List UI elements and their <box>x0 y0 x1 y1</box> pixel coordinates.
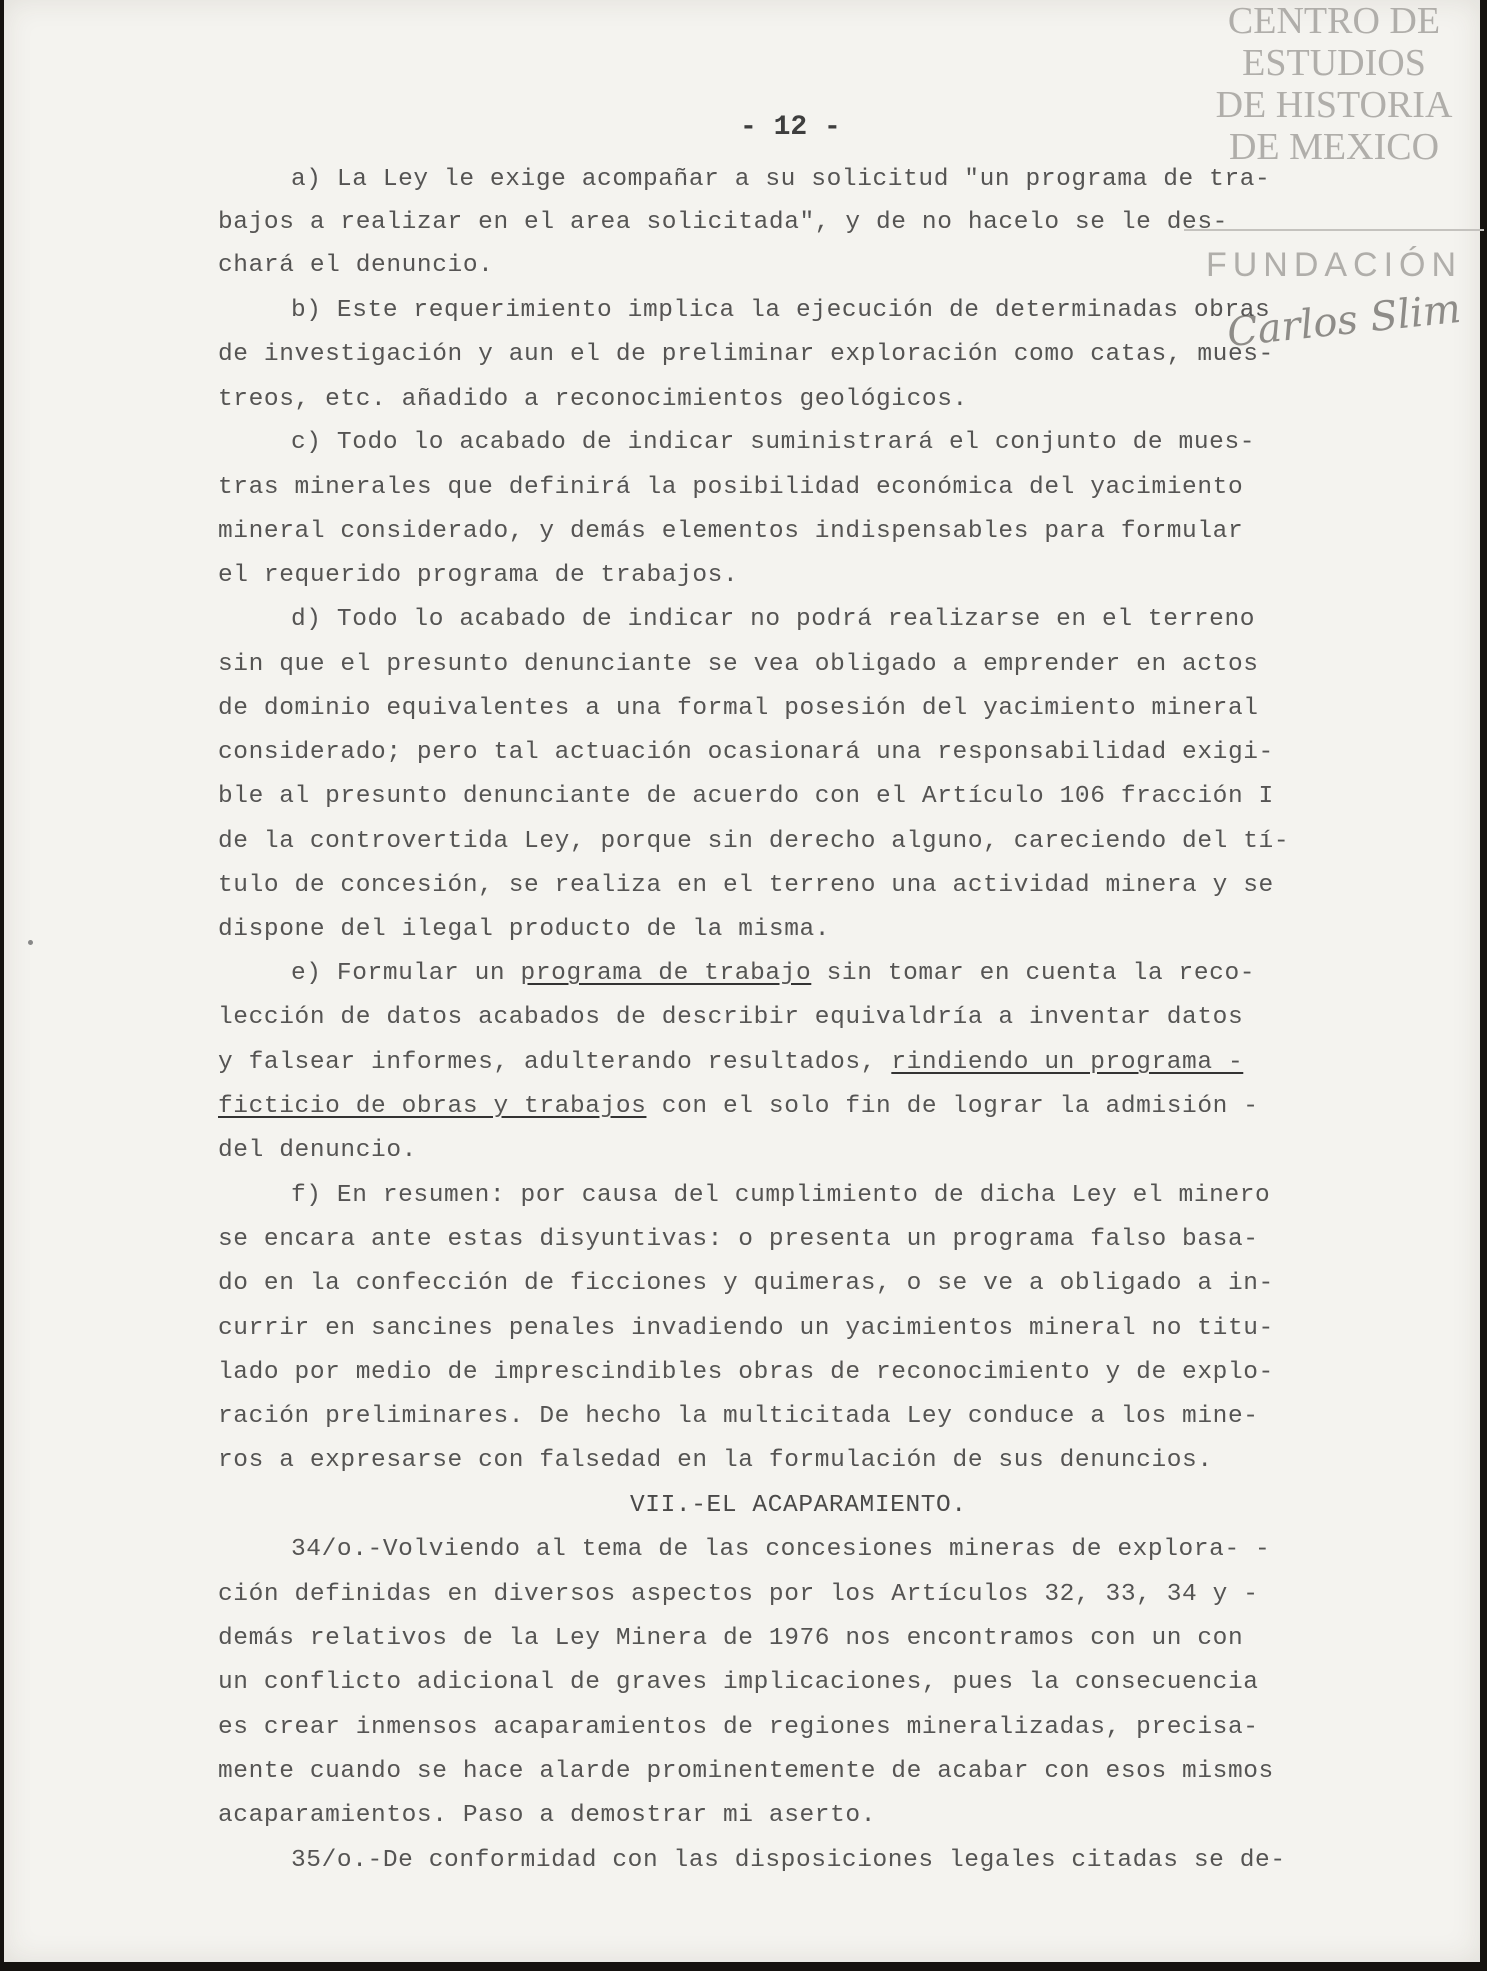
text-line: sin que el presunto denunciante se vea obligado a emprender en actos <box>218 651 1259 678</box>
text-line: currir en sancines penales invadiendo un yacimientos mineral no titu- <box>218 1315 1274 1342</box>
archive-watermark-stamp <box>1184 0 1484 357</box>
text-line: tras minerales que definirá la posibilidad económica del yacimiento <box>218 474 1244 501</box>
text-line: chará el denuncio. <box>218 252 494 279</box>
text-line: ros a expresarse con falsedad en la formulación de sus denuncios. <box>218 1447 1213 1474</box>
text-fragment: con el solo fin de lograr la admisión - <box>646 1093 1259 1120</box>
text-line: el requerido programa de trabajos. <box>218 562 739 589</box>
text-line <box>291 960 1255 987</box>
stamp-line: ESTUDIOS <box>1242 42 1426 84</box>
text-line: de la controvertida Ley, porque sin derecho alguno, careciendo del tí- <box>218 828 1290 855</box>
text-line: lado por medio de imprescindibles obras de reconocimiento y de explo- <box>218 1359 1274 1386</box>
text-line: un conflicto adicional de graves implicaciones, pues la consecuencia <box>218 1669 1259 1696</box>
text-line: ción definidas en diversos aspectos por los Artículos 32, 33, 34 y - <box>218 1581 1259 1608</box>
text-line: c) Todo lo acabado de indicar suministrará el conjunto de mues- <box>291 429 1256 456</box>
text-line: 34/o.-Volviendo al tema de las concesiones mineras de explora- - <box>291 1536 1271 1563</box>
stamp-foundation: FUNDACIÓN <box>1205 246 1463 284</box>
text-line: se encara ante estas disyuntivas: o presenta un programa falso basa- <box>218 1226 1259 1253</box>
stamp-line: CENTRO DE <box>1227 0 1441 42</box>
underlined-text: rindiendo un programa - <box>891 1049 1244 1076</box>
text-line: acaparamientos. Paso a demostrar mi aserto. <box>218 1802 877 1829</box>
text-line: 35/o.-De conformidad con las disposiciones legales citadas se de- <box>291 1847 1286 1874</box>
text-line: del denuncio. <box>218 1137 417 1164</box>
text-line: tulo de concesión, se realiza en el terreno una actividad minera y se <box>218 872 1274 899</box>
stamp-divider <box>1184 229 1484 231</box>
text-line: ración preliminares. De hecho la multicitada Ley conduce a los mine- <box>218 1403 1259 1430</box>
text-line: b) Este requerimiento implica la ejecución de determinadas obras <box>291 297 1271 324</box>
stamp-line: DE MEXICO <box>1228 126 1440 168</box>
text-line <box>218 1093 1259 1120</box>
text-line: do en la confección de ficciones y quimeras, o se ve a obligado a in- <box>218 1270 1274 1297</box>
text-line: considerado; pero tal actuación ocasionará una responsabilidad exigi- <box>218 739 1274 766</box>
text-line: treos, etc. añadido a reconocimientos geológicos. <box>218 386 968 413</box>
underlined-text: programa de trabajo <box>520 960 812 987</box>
text-line: d) Todo lo acabado de indicar no podrá realizarse en el terreno <box>291 606 1256 633</box>
text-fragment: y falsear informes, adulterando resultados, <box>218 1049 892 1076</box>
text-line: mente cuando se hace alarde prominentemente de acabar con esos mismos <box>218 1758 1274 1785</box>
text-line <box>218 1049 1243 1076</box>
page-number: - 12 - <box>740 112 841 143</box>
stamp-signature: Carlos Slim <box>1224 285 1464 357</box>
text-line: bajos a realizar en el area solicitada", y de no hacelo se le des- <box>218 209 1228 236</box>
text-line: a) La Ley le exige acompañar a su solicitud "un programa de tra- <box>291 166 1271 193</box>
underlined-text: ficticio de obras y trabajos <box>218 1093 647 1120</box>
text-fragment: sin tomar en cuenta la reco- <box>811 960 1256 987</box>
text-line: es crear inmensos acaparamientos de regiones mineralizadas, precisa- <box>218 1714 1259 1741</box>
text-line: mineral considerado, y demás elementos indispensables para formular <box>218 518 1244 545</box>
text-line: dispone del ilegal producto de la misma. <box>218 916 831 943</box>
text-line: de dominio equivalentes a una formal posesión del yacimiento mineral <box>218 695 1259 722</box>
text-line: lección de datos acabados de describir equivaldría a inventar datos <box>218 1004 1244 1031</box>
text-line: de investigación y aun el de preliminar exploración como catas, mues- <box>218 341 1274 368</box>
document-page <box>4 0 1480 1962</box>
text-line: demás relativos de la Ley Minera de 1976 nos encontramos con un con <box>218 1625 1244 1652</box>
text-fragment: e) Formular un <box>291 960 521 987</box>
stamp-line: DE HISTORIA <box>1215 84 1453 126</box>
section-heading: VII.-EL ACAPARAMIENTO. <box>630 1492 967 1519</box>
text-line: f) En resumen: por causa del cumplimiento de dicha Ley el minero <box>291 1182 1271 1209</box>
paper-speck <box>28 940 33 945</box>
text-line: ble al presunto denunciante de acuerdo con el Artículo 106 fracción I <box>218 783 1274 810</box>
